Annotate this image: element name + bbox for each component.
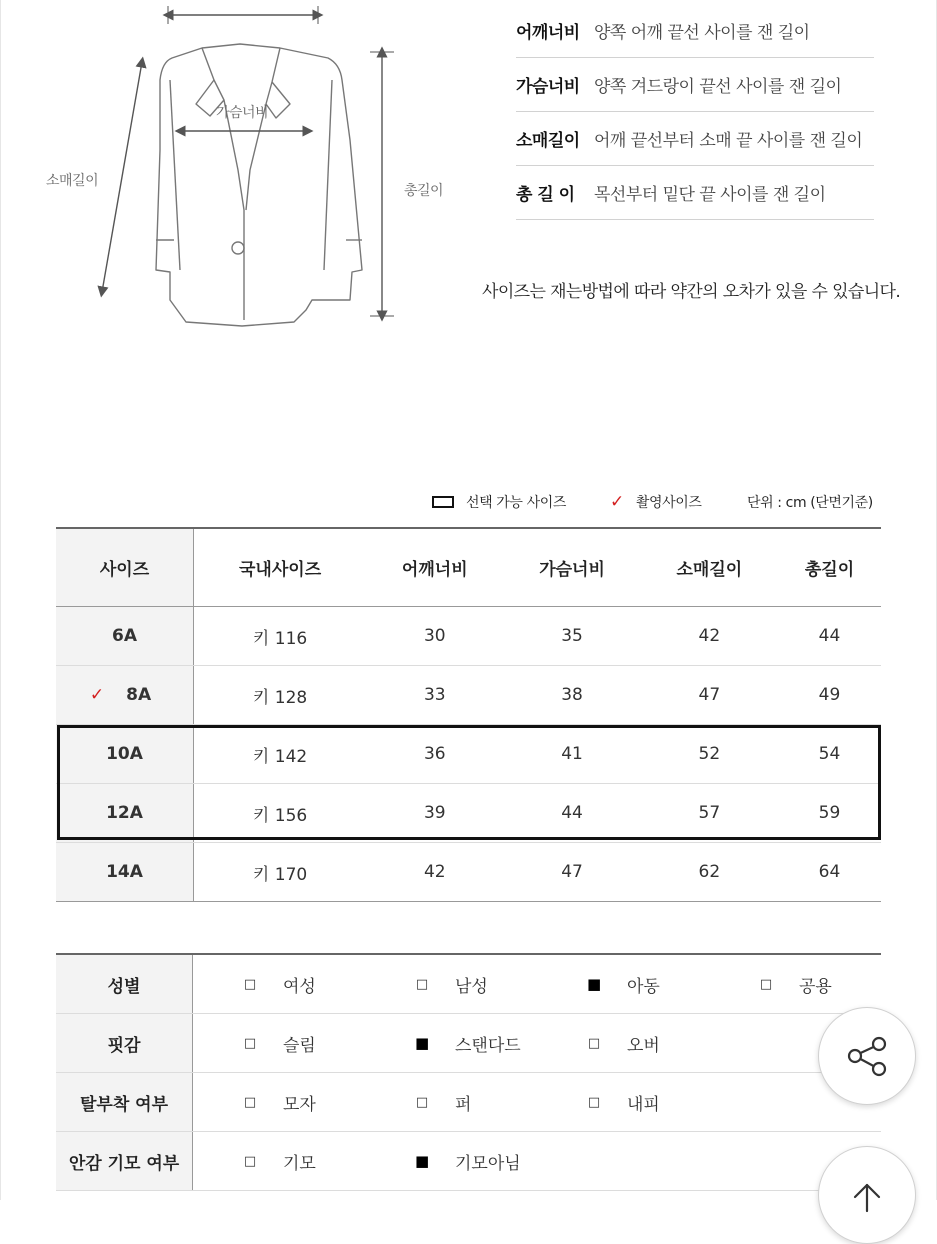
unchecked-box-icon: □ [243,1094,257,1110]
feature-option [193,1090,365,1115]
left-frame-line [0,0,1,1200]
checked-box-icon: ■ [587,975,602,993]
definition-term: 총 길 이 [516,185,575,205]
option-label: 퍼 [455,1094,472,1115]
feature-option [365,1090,537,1115]
size-table [56,527,881,902]
definition-desc: 양쪽 어깨 끝선 사이를 잰 길이 [594,23,810,43]
legend-selectable [432,492,566,512]
table-row [56,725,881,784]
measurement-note: 사이즈는 재는방법에 따라 약간의 오차가 있을 수 있습니다. [482,282,901,302]
legend-selectable-label: 선택 가능 사이즈 [466,495,566,511]
feature-option [193,1149,365,1174]
feature-row [56,1132,881,1191]
column-header: 사이즈 [56,528,194,607]
definition-term: 어깨너비 [516,23,580,43]
feature-options [193,1073,882,1132]
table-cell: 49 [778,666,881,725]
option-label: 내피 [627,1094,660,1115]
feature-option [537,1090,709,1115]
definition-row [516,166,874,220]
table-cell: 키 128 [194,666,367,725]
table-cell: 38 [503,666,640,725]
feature-options [193,1014,882,1073]
table-cell: 42 [641,607,778,666]
feature-options [193,1132,882,1191]
table-cell: 47 [503,843,640,902]
table-cell: 52 [641,725,778,784]
size-cell [56,725,194,784]
definition-term: 소매길이 [516,131,580,151]
table-cell: 키 156 [194,784,367,843]
table-cell: 54 [778,725,881,784]
feature-option [537,1031,709,1056]
column-header: 어깨너비 [366,528,503,607]
table-cell: 30 [366,607,503,666]
table-cell: 39 [366,784,503,843]
size-label: 8A [126,685,152,705]
table-cell: 42 [366,843,503,902]
feature-options [193,954,882,1014]
option-label: 아동 [627,976,660,997]
feature-option [193,1031,365,1056]
definition-desc: 양쪽 겨드랑이 끝선 사이를 잰 길이 [594,77,842,97]
definition-row [516,112,874,166]
column-header: 국내사이즈 [194,528,367,607]
option-label: 공용 [799,976,832,997]
feature-option [365,1031,537,1056]
feature-option [365,1149,537,1174]
unchecked-box-icon: □ [415,1094,429,1110]
size-label: 12A [106,803,143,823]
legend-unit [747,492,873,512]
checked-box-icon: ■ [415,1034,430,1052]
option-label: 슬림 [283,1035,316,1056]
table-cell: 44 [778,607,881,666]
table-row [56,784,881,843]
feature-option [365,972,537,997]
table-cell: 44 [503,784,640,843]
scroll-top-button[interactable] [818,1146,916,1244]
option-label: 오버 [627,1035,660,1056]
option-label: 기모아님 [455,1153,521,1174]
table-row [56,666,881,725]
check-icon: ✓ [89,685,105,705]
total-length-label: 총길이 [404,183,444,199]
option-label: 모자 [283,1094,316,1115]
sleeve-length-label: 소매길이 [46,173,99,189]
definition-desc: 어깨 끝선부터 소매 끝 사이를 잰 길이 [594,131,863,151]
unchecked-box-icon: □ [243,1153,257,1169]
feature-label: 핏감 [56,1014,193,1073]
size-label: 14A [106,862,143,882]
feature-row [56,1014,881,1073]
box-icon [432,496,454,508]
table-cell: 키 116 [194,607,367,666]
feature-label: 안감 기모 여부 [56,1132,193,1191]
measurement-definitions [516,4,874,220]
size-cell [56,666,194,725]
checked-box-icon: ■ [415,1152,430,1170]
table-row [56,843,881,902]
share-button[interactable] [818,1007,916,1105]
feature-option [709,972,881,997]
table-cell: 57 [641,784,778,843]
feature-row [56,1073,881,1132]
jacket-diagram [40,0,460,340]
definition-row [516,4,874,58]
definition-desc: 목선부터 밑단 끝 사이를 잰 길이 [594,185,826,205]
unchecked-box-icon: □ [243,976,257,992]
option-label: 기모 [283,1153,316,1174]
feature-option [537,972,709,997]
size-table-header [56,528,881,607]
option-label: 남성 [455,976,488,997]
table-cell: 41 [503,725,640,784]
table-cell: 62 [641,843,778,902]
table-cell: 59 [778,784,881,843]
table-row [56,607,881,666]
definition-row [516,58,874,112]
table-cell: 33 [366,666,503,725]
feature-option [193,972,365,997]
feature-table [56,953,881,1191]
feature-label: 성별 [56,954,193,1014]
legend-photographed-label: 촬영사이즈 [635,495,702,511]
feature-label: 탈부착 여부 [56,1073,193,1132]
size-label: 6A [112,626,137,646]
table-cell: 47 [641,666,778,725]
unit-label: 단위 : cm (단면기준) [747,495,873,511]
option-label: 스탠다드 [455,1035,521,1056]
size-cell [56,784,194,843]
option-label: 여성 [283,976,316,997]
check-icon: ✓ [610,492,624,512]
definition-term: 가슴너비 [516,77,580,97]
arrow-up-icon [843,1171,891,1219]
unchecked-box-icon: □ [587,1094,601,1110]
size-cell [56,607,194,666]
unchecked-box-icon: □ [415,976,429,992]
column-header: 가슴너비 [503,528,640,607]
feature-row [56,954,881,1014]
jacket-illustration [40,0,460,340]
unchecked-box-icon: □ [759,976,773,992]
column-header: 총길이 [778,528,881,607]
table-cell: 키 142 [194,725,367,784]
table-cell: 35 [503,607,640,666]
table-cell: 키 170 [194,843,367,902]
unchecked-box-icon: □ [587,1035,601,1051]
legend-photographed [610,492,701,512]
share-icon [843,1032,891,1080]
table-cell: 64 [778,843,881,902]
size-cell [56,843,194,902]
table-cell: 36 [366,725,503,784]
chest-width-label: 가슴너비 [216,105,269,121]
size-label: 10A [106,744,143,764]
unchecked-box-icon: □ [243,1035,257,1051]
column-header: 소매길이 [641,528,778,607]
